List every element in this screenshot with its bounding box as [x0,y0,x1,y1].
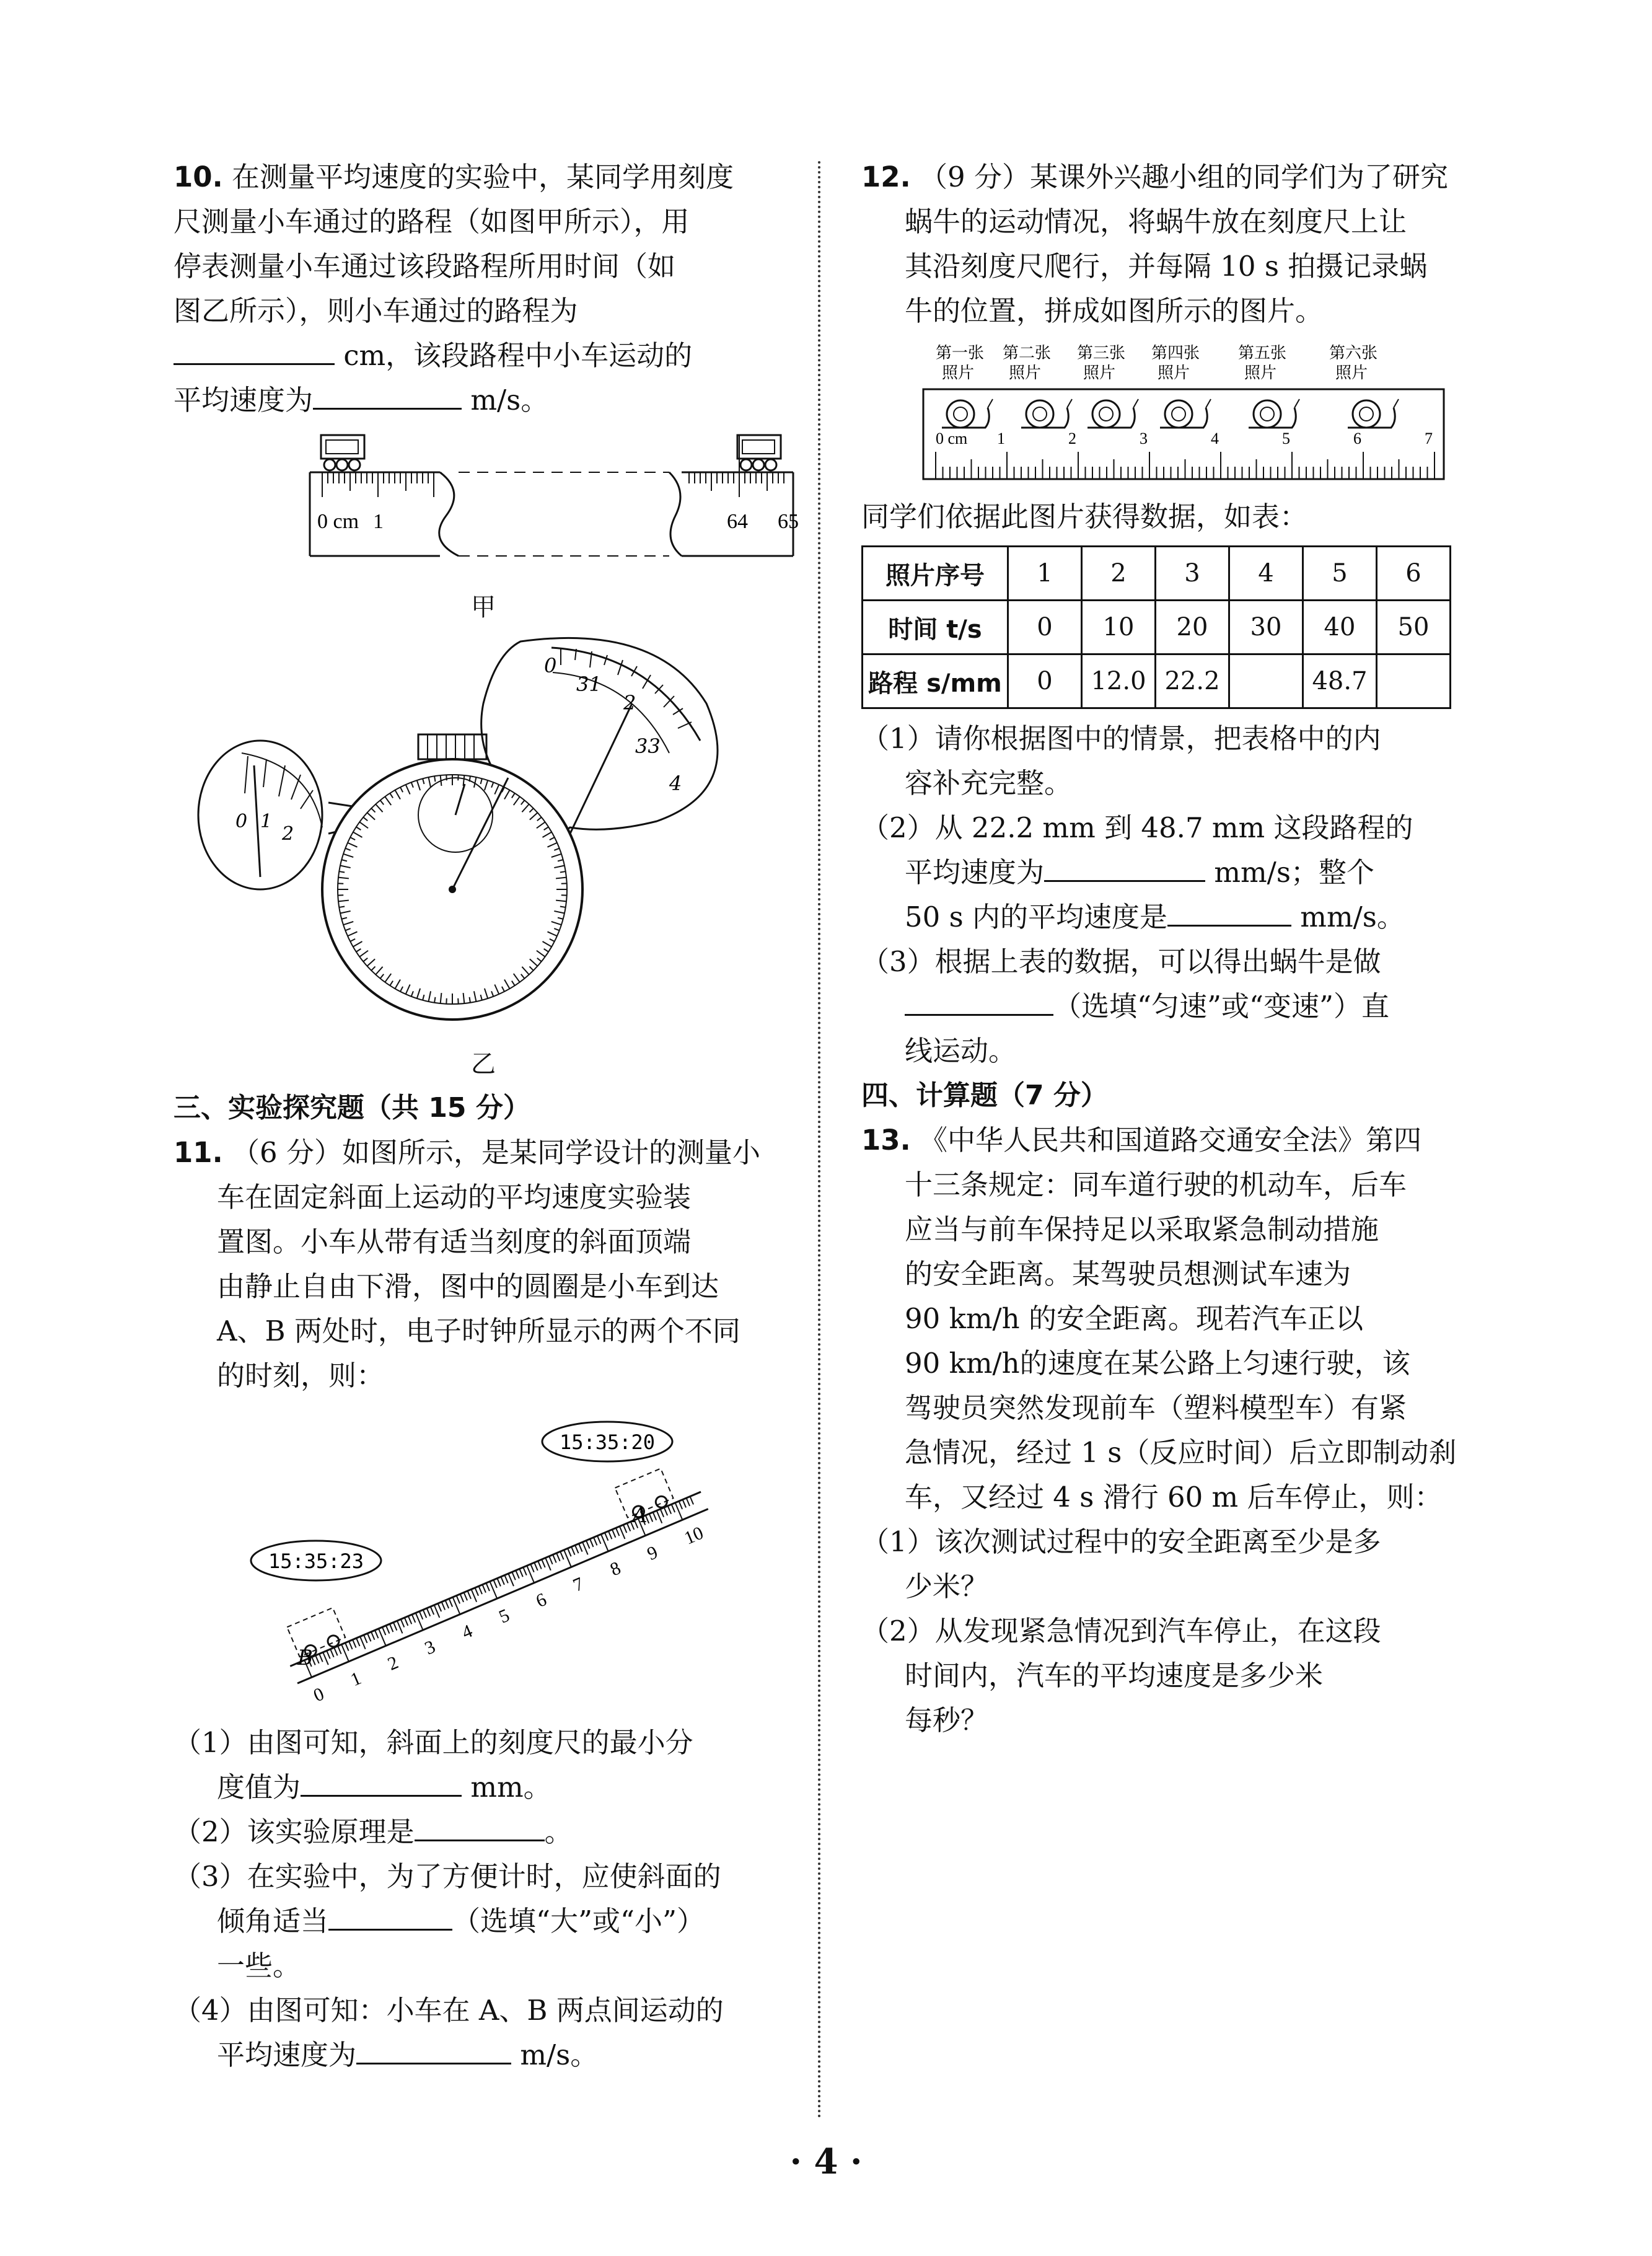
incline-tick-label: 8 [607,1558,624,1580]
caption-jia: 甲 [471,593,496,622]
caption-yi: 乙 [471,1050,496,1078]
q12-sub1: （1）请你根据图中的情景，把表格中的内 [861,722,1381,755]
svg-text:0: 0 [235,811,248,832]
photo-label-sub: 照片 [1244,364,1277,382]
photo-label-sub: 照片 [942,364,975,382]
svg-text:64: 64 [727,510,748,533]
ruler-label: 0 cm [936,430,968,447]
incline-tick-label: 0 [310,1683,327,1706]
table-header: 时间 t/s [863,601,1008,654]
table-blank-cell[interactable] [1229,654,1303,708]
q10-text: 10. 在测量平均速度的实验中，某同学用刻度 尺测量小车通过的路程（如图甲所示），用 停表测量小车通过该段路程所用时间（如 图乙所示），则小车通过的路程为 cm，该段路程中小车运动的 平均速度为 m/s。 [174,161,734,416]
photo-label-sub: 照片 [1083,364,1116,382]
q12-sub3: （3）根据上表的数据，可以得出蜗牛是做 [861,945,1381,978]
column-divider [818,161,820,2120]
figure-snail-ruler [861,340,1506,495]
incline-tick-label: 2 [384,1652,402,1675]
photo-label: 第三张 [1077,344,1126,363]
q11-blank-1[interactable] [301,1769,462,1797]
snail-icon [1348,399,1399,428]
photo-label: 第一张 [936,344,985,363]
toy-car-right-icon [737,435,781,470]
incline-tick-label: 9 [644,1541,661,1565]
label-b: B [297,1646,313,1670]
ruler-label: 2 [1068,430,1076,447]
snail-icon [1021,399,1072,428]
svg-text:1: 1 [260,811,273,832]
ruler-label: 4 [1211,430,1219,447]
photo-label: 第五张 [1238,344,1287,363]
ruler-label: 5 [1282,430,1290,447]
section-4-title: 四、计算题（7 分） [861,1080,1108,1111]
incline-tick-label: 1 [347,1667,364,1691]
q12-number: 12. [861,161,911,193]
q12-text: 12. （9 分）某课外兴趣小组的同学们为了研究 蜗牛的运动情况，将蜗牛放在刻度尺上让 其沿刻度尺爬行，并每隔 10 s 拍摄记录蜗 牛的位置，拼成如图所示的图片。 [861,161,1448,327]
table-blank-cell[interactable] [1377,654,1451,708]
svg-text:4: 4 [669,772,682,795]
svg-text:0 cm: 0 cm [317,510,359,533]
section-3-title: 三、实验探究题（共 15 分） [174,1092,530,1124]
q11-sub4: （4）由图可知：小车在 A、B 两点间运动的 [174,1994,724,2027]
q12-after-figure: 同学们依据此图片获得数据，如表： [861,500,1308,533]
incline-tick-label: 10 [681,1522,706,1549]
q10-number: 10. [174,161,223,193]
right-column: 12. （9 分）某课外兴趣小组的同学们为了研究 蜗牛的运动情况，将蜗牛放在刻度尺上让 其沿刻度尺爬行，并每隔 10 s 拍摄记录蜗 牛的位置，拼成如图所示的图片。 第一张 照片 第二张 照片 第三张 照片 第四张 照片 第五张 照片 第六张 照片 0 cm 1 2 3 4 5 6 7 同学们依据此图片获得数据，如表： 照片序号 1 2 3 4 5 6 时间 t/s 0 10 20 30 40 50 路程 s/mm 0 12.0 22.2 48.7 （1）请你根据图中的情景，把表格中的内 容补充完整。 （2）从 22.2 mm 到 48.7 mm 这段路程的 平均速度为 mm/s；整个 50 s 内的平均速度是 mm/s。 （3）根据上表的数据，可以得出蜗牛是做 （选填“匀速”或“变速”）直 线运动。 四、计算题（7 分） 13. 《中华人民共和国道路交通安全法》第四 十三条规定：同车道行驶的机动车，后车 应当与前车保持足以采取紧急制动措施 的安全距离。某驾驶员想测试车速为 90 km/h 的安全距离。现若汽车正以 90 km/h的速度在某公路上匀速行驶，该 驾驶员突然发现前车（塑料模型车）有紧 急情况，经过 1 s（反应时间）后立即制动刹 车，又经过 4 s 滑行 60 m 后车停止，则： （1）该次测试过程中的安全距离至少是多 少米？ （2）从发现紧急情况到汽车停止，在这段 时间内，汽车的平均速度是多少米 每秒？ [861,155,1506,1743]
photo-label: 第六张 [1329,344,1378,363]
svg-text:15:35:20: 15:35:20 [559,1430,656,1454]
incline-tick-label: 5 [496,1605,512,1628]
q10-blank-speed[interactable] [313,382,462,410]
snail-icon [1087,399,1138,428]
photo-label-sub: 照片 [1158,364,1190,382]
ruler-label: 7 [1425,430,1433,447]
q10-blank-distance[interactable] [174,337,335,365]
q11-sub2: （2）该实验原理是 。 [174,1810,793,1854]
figure-incline-ruler [174,1411,793,1721]
q12-blank-speed-2[interactable] [1167,899,1291,927]
label-a: A [632,1503,648,1528]
snail-icon [942,399,993,428]
incline-tick-label: 6 [533,1588,550,1612]
page-number: · 4 · [789,2141,863,2182]
table-row-distance: 路程 s/mm 0 12.0 22.2 48.7 [863,654,1451,708]
q12-blank-motion[interactable] [905,988,1053,1016]
clock-a-display [542,1422,672,1461]
ruler-label: 6 [1353,430,1361,447]
q13-sub1: （1）该次测试过程中的安全距离至少是多 [861,1525,1381,1558]
svg-text:2: 2 [282,823,294,845]
left-column: 10. 在测量平均速度的实验中，某同学用刻度 尺测量小车通过的路程（如图甲所示），用 停表测量小车通过该段路程所用时间（如 图乙所示），则小车通过的路程为 cm，该段路程中小车运动的 平均速度为 m/s。 0 cm 1 64 65 甲 0 31 2 33 4 0 1 2 乙 三、实验探究题（共 15 分） 11. （6 分）如图所示，是某同学设计的测量小 车在固定斜面上运动的平均速度实验装 置图。小车从带有适当刻度的斜面顶端 由静止自由下滑，图中的圆圈是小车到达 A、B 两处时，电子时钟所显示的两个不同 的时刻，则： 15:35:20 15:35:23 0 1 2 3 4 5 6 7 8 9 10 B A （1）由图可知，斜面上的刻度尺的最小分 度值为 mm。 （2）该实验原理是 。 （3）在实验中，为了方便计时，应使斜面的 倾角适当 （选填“大”或“小”） 一些。 （4）由图可知：小车在 A、B 两点间运动的 平均速度为 m/s。 [174,155,793,2078]
q13-sub2: （2）从发现紧急情况到汽车停止，在这段 [861,1615,1381,1647]
q11-blank-4[interactable] [356,2037,511,2064]
svg-text:1: 1 [373,510,384,533]
table-row-photo: 照片序号 1 2 3 4 5 6 [863,547,1451,601]
snail-data-table [861,545,1451,709]
table-header: 路程 s/mm [863,654,1008,708]
figure-jia-ruler [174,429,799,565]
incline-tick-label: 4 [459,1620,476,1644]
svg-text:33: 33 [635,734,661,758]
photo-label-sub: 照片 [1009,364,1042,382]
q11-blank-2[interactable] [415,1813,545,1841]
q11-sub1: （1）由图可知，斜面上的刻度尺的最小分 [174,1726,693,1759]
svg-text:15:35:23: 15:35:23 [268,1549,364,1573]
q13-number: 13. [861,1124,911,1157]
svg-text:0: 0 [544,654,557,677]
snail-icon [1160,399,1211,428]
snail-icon [1249,399,1299,428]
ruler-label: 3 [1140,430,1148,447]
photo-label: 第二张 [1003,344,1052,363]
photo-label-sub: 照片 [1335,364,1368,382]
q12-blank-speed-1[interactable] [1044,854,1205,882]
ruler-left-segment [310,435,440,556]
clock-b-display [251,1541,381,1580]
incline-tick-label: 3 [421,1636,439,1659]
table-row-time: 时间 t/s 0 10 20 30 40 50 [863,601,1451,654]
svg-text:65: 65 [778,510,799,533]
q11-text: 11. （6 分）如图所示，是某同学设计的测量小 车在固定斜面上运动的平均速度实验装 置图。小车从带有适当刻度的斜面顶端 由静止自由下滑，图中的圆圈是小车到达 A、B 两处时，电子时钟所显示的两个不同 的时刻，则： [174,1136,760,1392]
svg-text:31: 31 [576,672,602,696]
figure-yi-stopwatch [174,629,793,1032]
q11-sub3: （3）在实验中，为了方便计时，应使斜面的 [174,1860,721,1893]
ruler-label: 1 [997,430,1005,447]
q11-blank-3[interactable] [328,1903,452,1931]
table-header: 照片序号 [863,547,1008,601]
incline-tick-label: 7 [569,1573,587,1596]
q12-sub2: （2）从 22.2 mm 到 48.7 mm 这段路程的 [861,811,1413,844]
svg-text:2: 2 [623,691,636,715]
toy-car-left-icon [321,435,364,470]
q11-number: 11. [174,1136,223,1169]
photo-label: 第四张 [1151,344,1200,363]
q13-text: 13. 《中华人民共和国道路交通安全法》第四 十三条规定：同车道行驶的机动车，后车 应当与前车保持足以采取紧急制动措施 的安全距离。某驾驶员想测试车速为 90 km/h 的安全距离。现若汽车正以 90 km/h的速度在某公路上匀速行驶，该 驾驶员突然发现前车（塑料模型车）有紧 急情况，经过 1 s（反应时间）后立即制动刹 车，又经过 4 s 滑行 60 m 后车停止，则： [861,1124,1457,1514]
ruler-right-segment [682,435,799,556]
